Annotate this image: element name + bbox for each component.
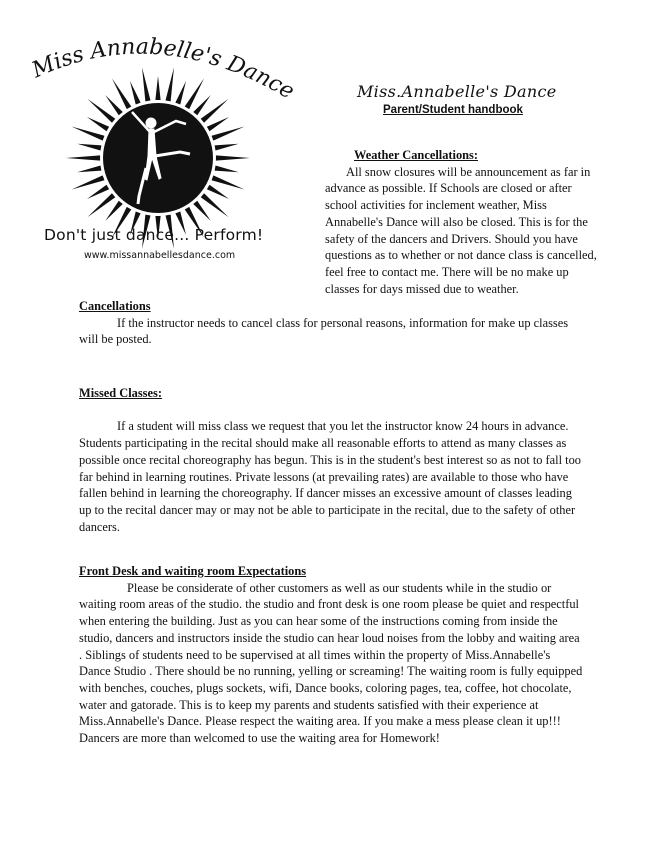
weather-body: All snow closures will be announcement as far in advance as possible. If Schools are closed or after school activities for inclement weather, Miss Annabelle's Dance will also be closed. This is for the safety of the dancers and Drivers. Should you have questions as to whether or not dance class is cancelled, feel free to contact me. There will be no make up classes for days missed due to weather. [325, 164, 597, 296]
sun-ray [215, 144, 239, 151]
sun-ray [155, 76, 160, 100]
cancellations-body: If the instructor needs to cancel class for personal reasons, information for make up classes will be posted. [79, 315, 569, 347]
logo-script-text: Miss Annabelle's Dance [28, 34, 299, 105]
sun-ray [77, 165, 101, 172]
sun-ray [72, 127, 105, 141]
cancellations-heading: Cancellations [79, 299, 151, 313]
sun-ray [193, 95, 210, 115]
sun-ray [72, 175, 105, 189]
front-desk-section [79, 563, 584, 747]
sun-ray [105, 201, 122, 221]
sun-ray [212, 127, 245, 141]
missed-classes-body: If a student will miss class we request that you let the instructor know 24 hours in advance. Students participating in the recital should make all reasonable efforts to attend as many classes as possible once recital choreography has begun. This is in the student's best interest so as not to fall too far behind in learning routines. Private lessons (at prevailing rates) are available to those who have fallen behind in learning the choreography. If dancer misses an excessive amount of classes leading up to the recital dancer may or may not be able to participate in the recital, due to the safety of other dancers. [79, 419, 582, 534]
sun-disc [103, 103, 213, 213]
sun-ray [215, 165, 239, 172]
sun-ray [212, 175, 245, 189]
sun-ray [207, 185, 229, 199]
sun-ray [77, 144, 101, 151]
document-subtitle: Parent/Student handbook [383, 104, 523, 116]
sun-ray [66, 155, 100, 160]
cancellations-section [79, 298, 584, 348]
front-desk-heading: Front Desk and waiting room Expectations [79, 564, 307, 578]
missed-classes-section [79, 385, 584, 535]
weather-section [325, 147, 605, 297]
sun-ray [193, 201, 210, 221]
sun-ray [87, 117, 109, 131]
sun-ray [87, 185, 109, 199]
studio-logo [28, 28, 318, 268]
missed-classes-heading: Missed Classes: [79, 386, 162, 400]
sun-ray [130, 81, 141, 105]
logo-tagline: Don't just dance... Perform! [44, 226, 264, 244]
sun-ray [207, 117, 229, 131]
sun-ray [105, 95, 122, 115]
sun-ray [142, 67, 150, 101]
front-desk-body: Please be considerate of other customers as well as our students while in the studio or waiting room areas of the studio. the studio and front desk is one room please be quiet and respectful when entering the building. Just as you can hear some of the instructions coming from inside the studio, dancers and instructors inside the studio can hear loud noises from the lobby and waiting area . Siblings of students need to be supervised at all times within the property of Miss.Annabelle's Dance Studio . There should be no running, yelling or screaming! The waiting room is fully equipped with benches, couches, plugs sockets, wifi, Dance books, coloring pages, tea, coffee, hot chocolate, water and gatorade. This is to keep my parents and students satisfied with their experience at Miss.Annabelle's Dance. Please respect the waiting area. If you make a mess please clean it up!!! Dancers are more than welcomed to use the waiting area for Homework! [79, 580, 583, 746]
sun-ray [216, 155, 250, 160]
document-title: Miss.Annabelle's Dance [357, 82, 557, 101]
sun-ray [175, 81, 186, 105]
logo-website: www.missannabellesdance.com [84, 250, 236, 261]
weather-heading: Weather Cancellations: [354, 148, 479, 162]
sun-ray [165, 67, 173, 101]
